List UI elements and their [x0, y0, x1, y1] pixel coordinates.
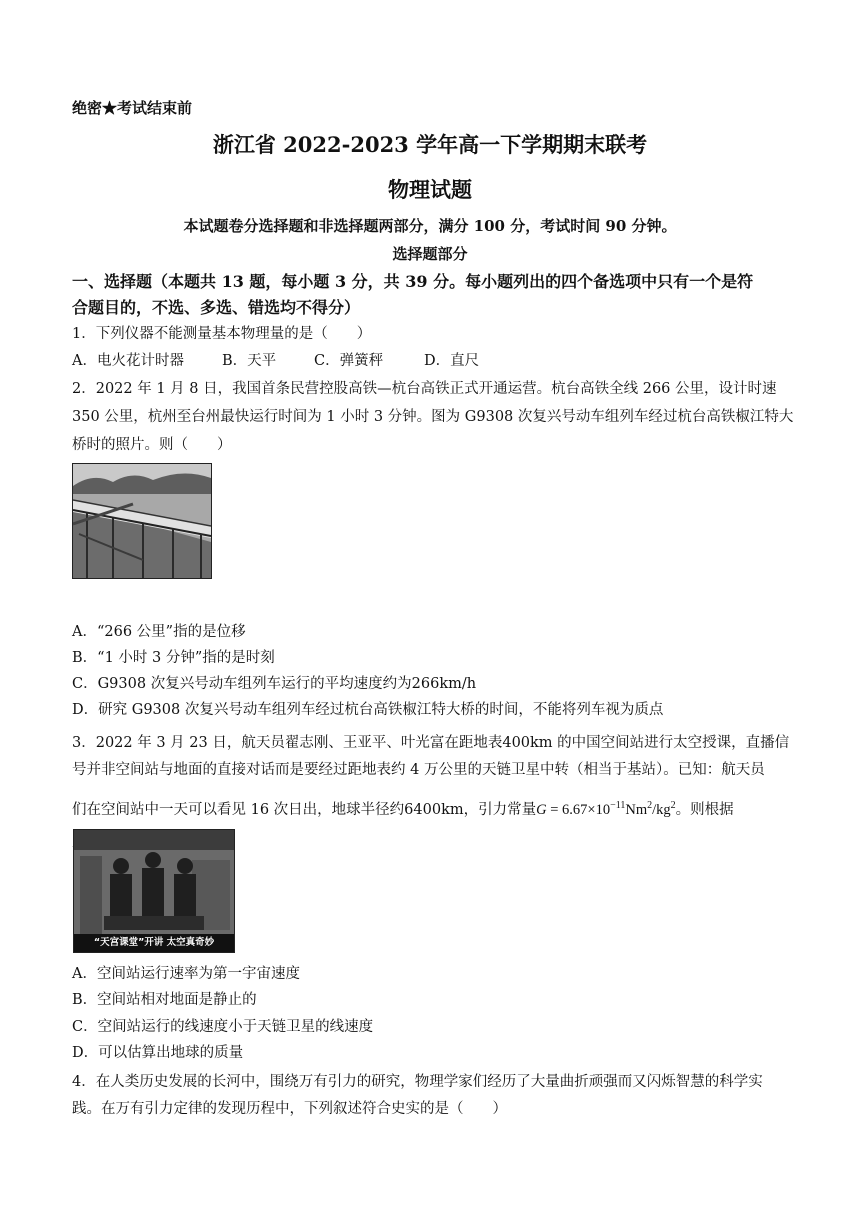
subject-title: 物理试题 — [388, 177, 472, 202]
section-heading-line1: 一、选择题（本题共 13 题，每小题 3 分，共 39 分。每小题列出的四个备选项中只有一个是符 — [72, 272, 754, 291]
q2-option-c: C．G9308 次复兴号动车组列车运行的平均速度约为266km/h — [72, 676, 477, 692]
q1-option-c: C．弹簧秤 — [314, 353, 384, 369]
q1-option-b: B．天平 — [222, 353, 277, 369]
q2-option-d: D．研究 G9308 次复兴号动车组列车经过杭台高铁椒江特大桥的时间，不能将列车视为质点 — [72, 702, 664, 718]
q3-option-d: D．可以估算出地球的质量 — [72, 1045, 244, 1061]
q1-option-a: A．电火花计时器 — [72, 353, 184, 369]
q3-stem-line2: 号并非空间站与地面的直接对话而是要经过距地表约 4 万公里的天链卫星中转（相当于基站）。已知：航天员 — [72, 762, 765, 778]
bridge-photo — [72, 463, 212, 579]
q3-stem-line3 — [72, 796, 790, 820]
part-heading: 选择题部分 — [392, 245, 468, 263]
photo-caption: “天宫课堂”开讲 太空真奇妙 — [93, 937, 215, 948]
q4-stem-line2: 践。在万有引力定律的发现历程中，下列叙述符合史实的是（ ） — [72, 1101, 507, 1117]
q3-option-b: B．空间站相对地面是静止的 — [72, 992, 257, 1008]
q3-unit-sup: 2 — [647, 800, 653, 811]
space-class-photo — [73, 829, 235, 953]
q2-option-b: B．“1 小时 3 分钟”指的是时刻 — [72, 650, 275, 666]
section-heading-line2: 合题目的，不选、多选、错选均不得分） — [72, 298, 361, 317]
q2-stem-line3: 桥时的照片。则（ ） — [72, 437, 232, 453]
q1-stem: 1．下列仪器不能测量基本物理量的是（ ） — [72, 326, 372, 342]
q2-stem-line1: 2．2022 年 1 月 8 日，我国首条民营控股高铁—杭台高铁正式开通运营。杭台高铁全线 266 公里，设计时速 — [72, 381, 777, 397]
q3-stem-line3-text: 们在空间站中一天可以看见 16 次日出，地球半径约6400km，引力常量 — [72, 801, 537, 818]
q1-option-d: D．直尺 — [424, 353, 480, 369]
q3-unit-sup2: 2 — [670, 800, 676, 811]
q3-option-c: C．空间站运行的线速度小于天链卫星的线速度 — [72, 1019, 374, 1035]
q3-stem-line1: 3．2022 年 3 月 23 日，航天员翟志刚、王亚平、叶光富在距地表400km 的中国空间站进行太空授课，直播信 — [72, 735, 790, 751]
q3-formula-exponent: −11 — [610, 800, 626, 811]
exam-note: 本试题卷分选择题和非选择题两部分，满分 100 分，考试时间 90 分钟。 — [183, 217, 677, 235]
q4-stem-line1: 4．在人类历史发展的长河中，围绕万有引力的研究，物理学家们经历了大量曲折顽强而又闪烁智慧的科学实 — [72, 1074, 763, 1090]
q3-formula: $G = 6.67\times 10^{-11}Nm^2/kg^2$ — [536, 800, 676, 818]
exam-title: 浙江省 2022-2023 学年高一下学期期末联考 — [212, 132, 648, 157]
secret-label: 绝密★考试结束前 — [72, 99, 193, 117]
q2-option-a: A．“266 公里”指的是位移 — [72, 624, 246, 640]
q2-stem-line2: 350 公里，杭州至台州最快运行时间为 1 小时 3 分钟。图为 G9308 次复兴号动车组列车经过杭台高铁椒江特大 — [72, 409, 794, 425]
q3-stem-line3-tail: 。则根据 — [675, 801, 734, 818]
q1-options — [72, 351, 790, 371]
q3-option-a: A．空间站运行速率为第一宇宙速度 — [72, 966, 300, 982]
